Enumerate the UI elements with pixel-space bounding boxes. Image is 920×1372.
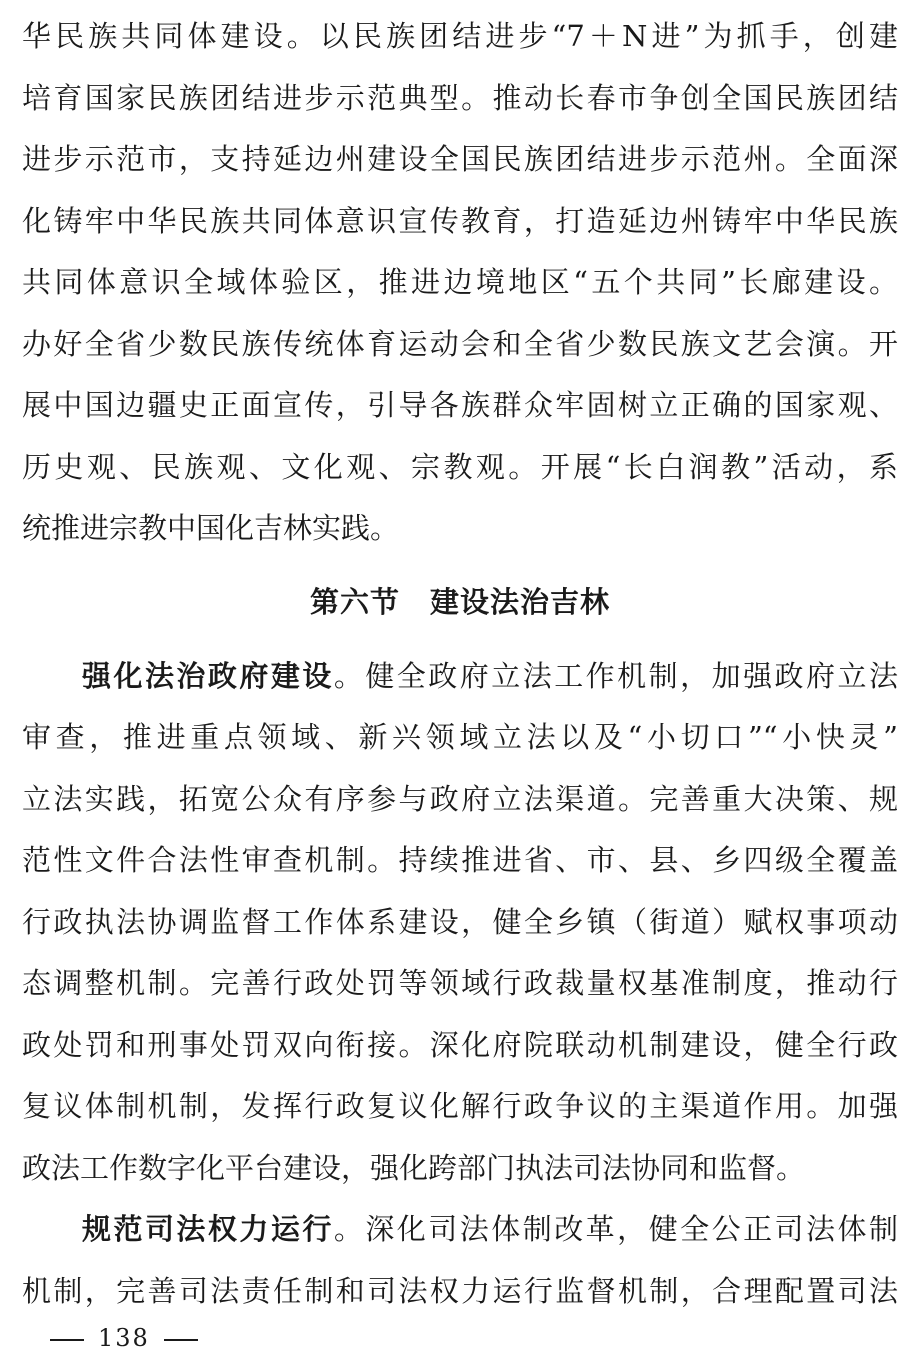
text-line: 统推进宗教中国化吉林实践。 [22,511,400,545]
text-span: 。健全政府立法工作机制，加强政府立法 [333,658,898,693]
text-line: 审查，推进重点领域、新兴领域立法以及“小切口”“小快灵” [22,720,898,754]
text-line: 立法实践，拓宽公众有序参与政府立法渠道。完善重大决策、规 [22,781,898,816]
footer-dash-right [164,1339,198,1341]
text-line: 政处罚和刑事处罚双向衔接。深化府院联动机制建设，健全行政 [22,1027,898,1062]
text-line: 华民族共同体建设。以民族团结进步“7＋N进”为抓手，创建 [22,19,898,53]
paragraph-ethnic-unity [22,6,898,560]
page-footer [36,1318,212,1358]
paragraph-rule-of-law-government [22,646,898,1200]
text-span: 。深化司法体制改革，健全公正司法体制 [333,1212,898,1246]
text-line-first [22,1199,898,1261]
text-line: 政法工作数字化平台建设，强化跨部门执法司法协同和监督。 [22,1150,806,1185]
text-line-first [22,646,898,708]
section-heading: 第六节 建设法治吉林 [309,584,610,619]
text-line: 机制，完善司法责任制和司法权力运行监督机制，合理配置司法 [22,1273,898,1308]
footer-dash-left [50,1339,84,1341]
text-line: 进步示范市，支持延边州建设全国民族团结进步示范州。全面深 [22,142,898,176]
paragraph-lead: 规范司法权力运行 [82,1212,334,1246]
text-line: 历史观、民族观、文化观、宗教观。开展“长白润教”活动，系 [22,449,898,484]
text-line: 复议体制机制，发挥行政复议化解行政争议的主渠道作用。加强 [22,1089,898,1123]
text-line: 化铸牢中华民族共同体意识宣传教育，打造延边州铸牢中华民族 [22,203,898,238]
text-line: 范性文件合法性审查机制。持续推进省、市、县、乡四级全覆盖 [22,843,898,877]
text-line: 行政执法协调监督工作体系建设，健全乡镇（街道）赋权事项动 [22,904,898,939]
text-line: 展中国边疆史正面宣传，引导各族群众牢固树立正确的国家观、 [22,388,898,422]
text-line: 态调整机制。完善行政处罚等领域行政裁量权基准制度，推动行 [22,966,898,1000]
text-line: 共同体意识全域体验区，推进边境地区“五个共同”长廊建设。 [22,265,898,299]
text-line: 办好全省少数民族传统体育运动会和全省少数民族文艺会演。开 [22,326,898,361]
paragraph-judicial-power [22,1199,898,1322]
text-line: 培育国家民族团结进步示范典型。推动长春市争创全国民族团结 [22,80,898,115]
page-number: 138 [98,1324,150,1352]
paragraph-lead: 强化法治政府建设 [82,658,334,693]
document-page [22,6,898,1322]
